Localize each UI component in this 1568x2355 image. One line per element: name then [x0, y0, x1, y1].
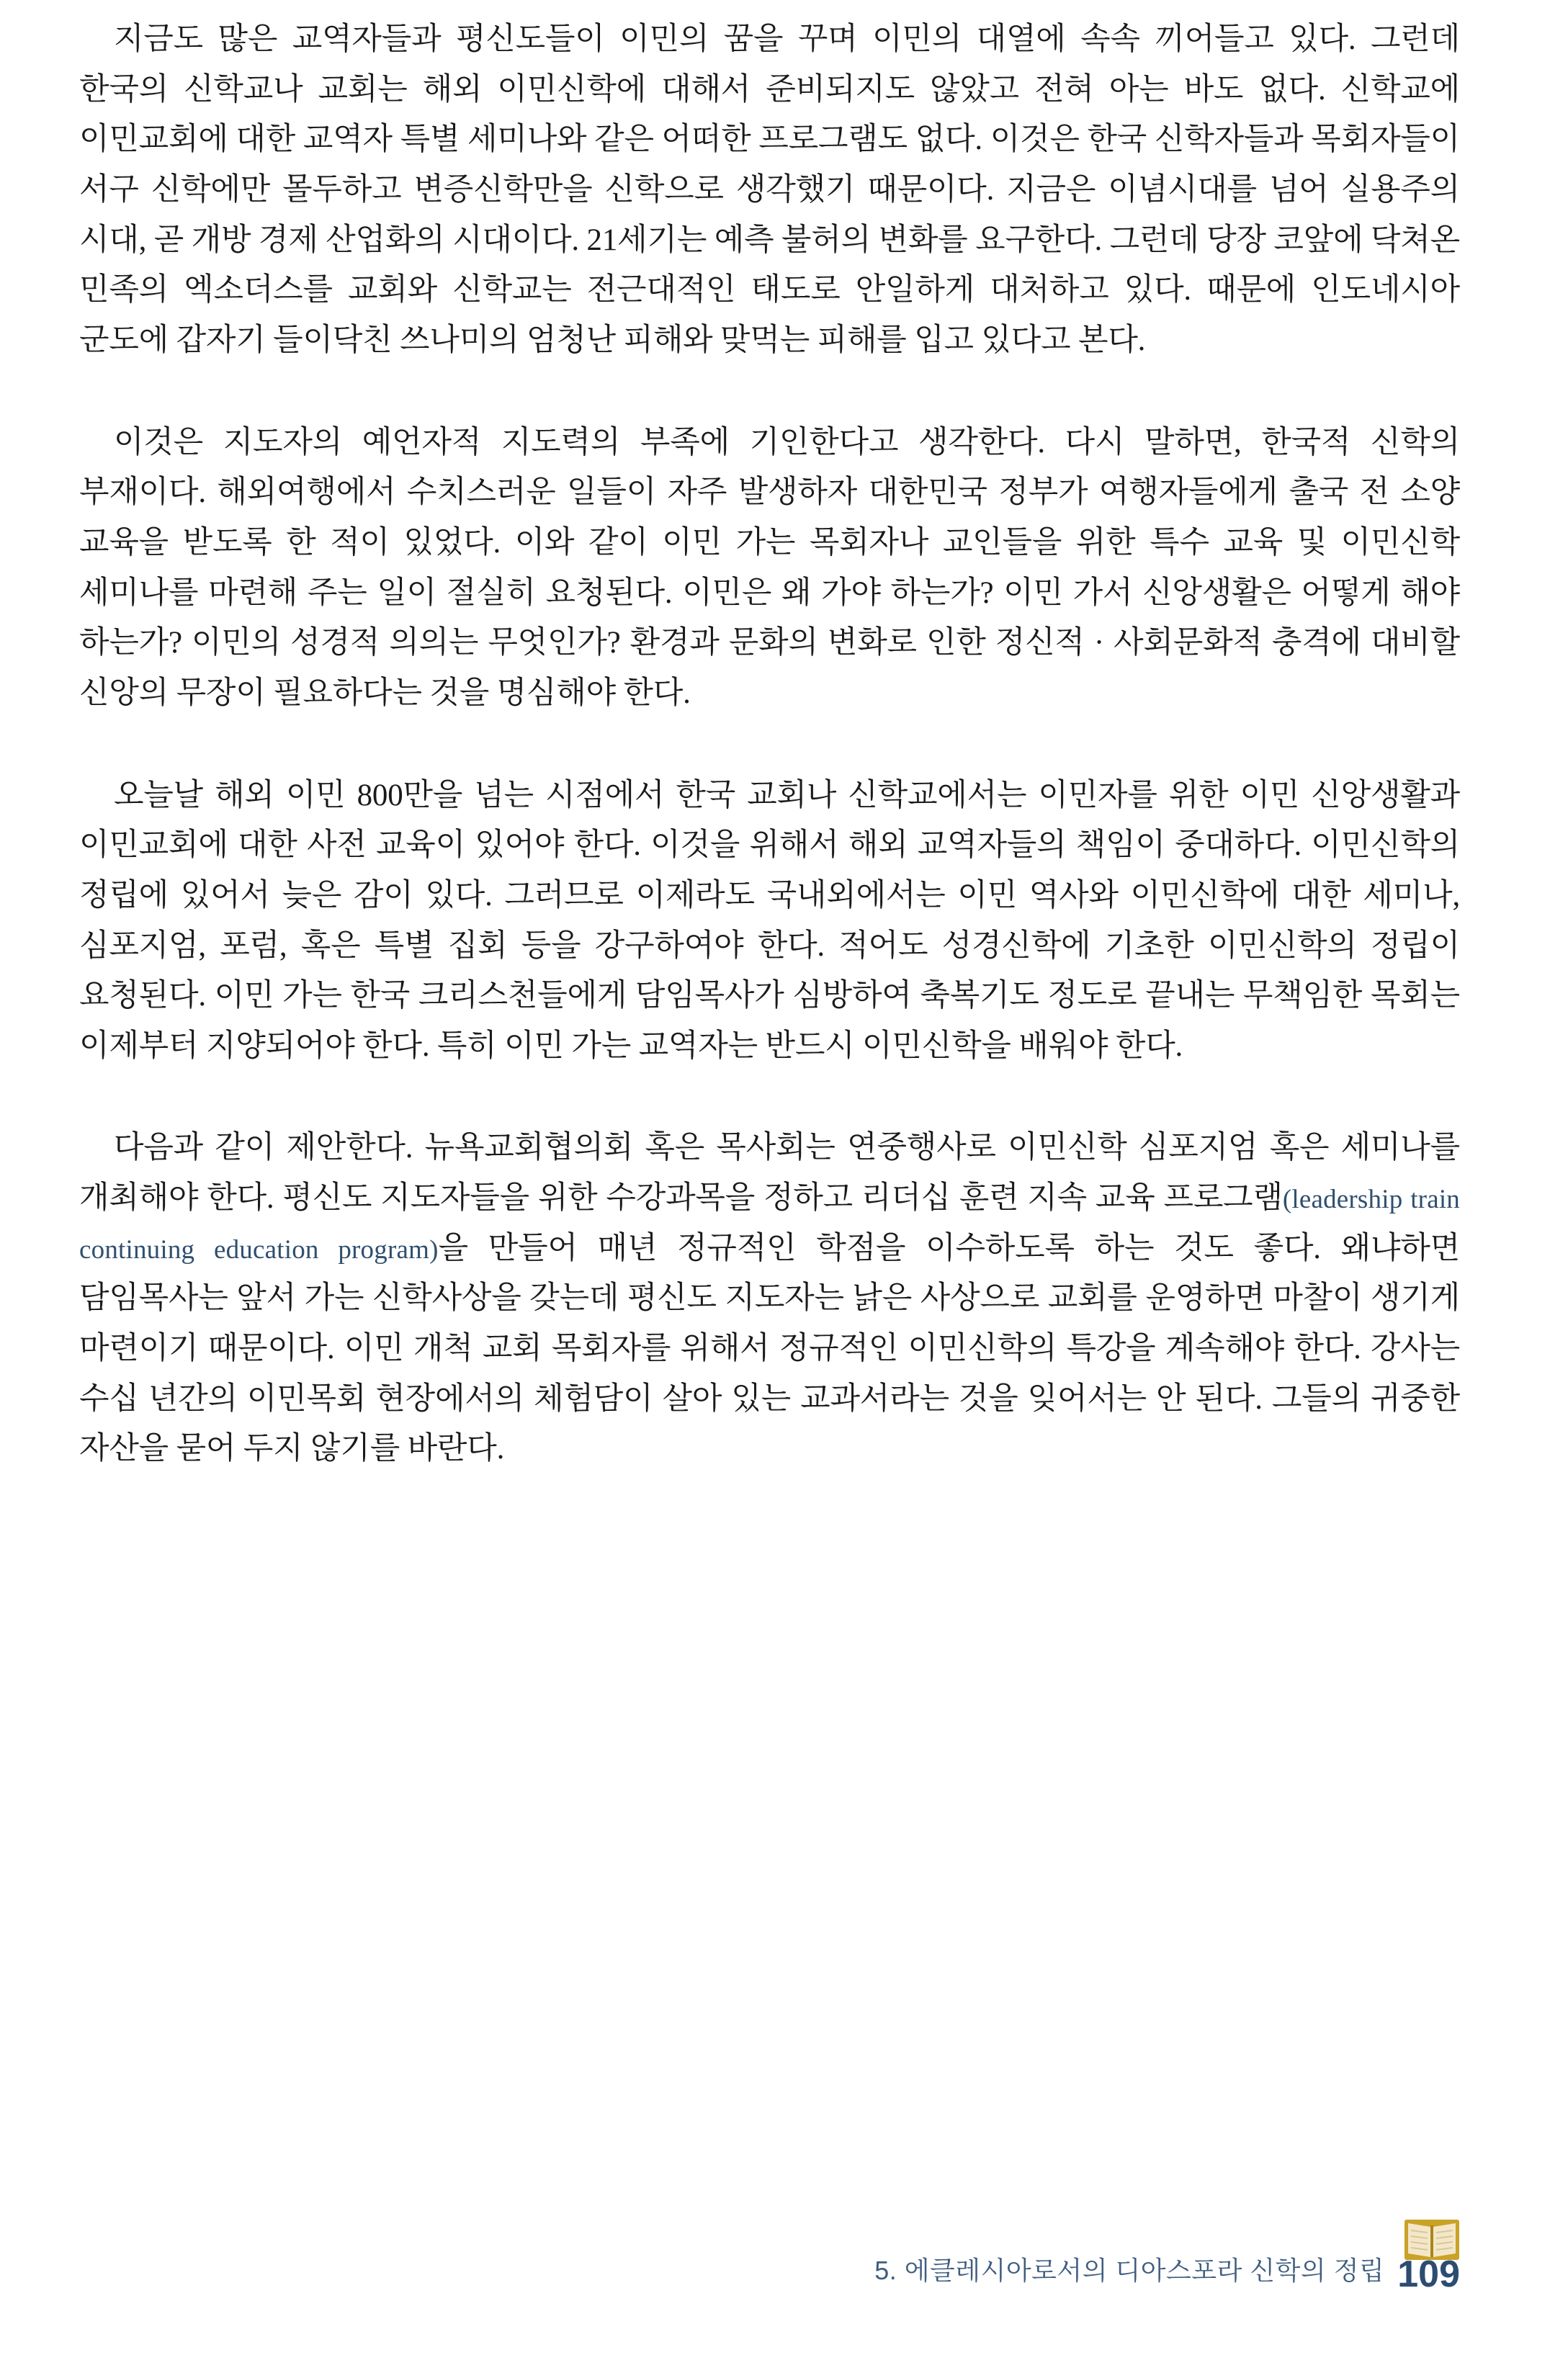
page-number: 109	[1397, 2253, 1460, 2295]
page-footer	[0, 2228, 1568, 2293]
paragraph-4	[79, 1123, 1460, 1474]
footer-chapter-title: 5. 에클레시아로서의 디아스포라 신학의 정립	[874, 2256, 1385, 2285]
paragraph-1	[79, 14, 1460, 366]
paragraph-4-text-part2: 을 만들어 매년 정규적인 학점을 이수하도록 하는 것도 좋다. 왜냐하면 담임목사는 앞서 가는 신학사상을 갖는데 평신도 지도자는 낡은 사상으로 교회를 운영하면 마찰이 생기게 마련이기 때문이다. 이민 개척 교회 목회자를 위해서 정규적인 이민신학의 특강을 계속해야 한다. 강사는 수십 년간의 이민목회 현장에서의 체험담이 살아 있는 교과서라는 것을 잊어서는 안 된다. 그들의 귀중한 자산을 묻어 두지 않기를 바란다.	[79, 1231, 1461, 1466]
paragraph-2	[79, 418, 1460, 719]
paragraph-3	[79, 771, 1460, 1072]
footer-inner	[874, 2251, 1460, 2293]
paragraph-3-text: 오늘날 해외 이민 800만을 넘는 시점에서 한국 교회나 신학교에서는 이민자를 위한 이민 신앙생활과 이민교회에 대한 사전 교육이 있어야 한다. 이것을 위해서 해외 교역자들의 책임이 중대하다. 이민신학의 정립에 있어서 늦은 감이 있다. 그러므로 이제라도 국내외에서는 이민 역사와 이민신학에 대한 세미나, 심포지엄, 포럼, 혹은 특별 집회 등을 강구하여야 한다. 적어도 성경신학에 기초한 이민신학의 정립이 요청된다. 이민 가는 한국 크리스천들에게 담임목사가 심방하여 축복기도 정도로 끝내는 무책임한 목회는 이제부터 지양되어야 한다. 특히 이민 가는 교역자는 반드시 이민신학을 배워야 한다.	[79, 778, 1460, 1063]
page-body	[79, 14, 1460, 1474]
paragraph-1-text: 지금도 많은 교역자들과 평신도들이 이민의 꿈을 꾸며 이민의 대열에 속속 끼어들고 있다. 그런데 한국의 신학교나 교회는 해외 이민신학에 대해서 준비되지도 않았고 전혀 아는 바도 없다. 신학교에 이민교회에 대한 교역자 특별 세미나와 같은 어떠한 프로그램도 없다. 이것은 한국 신학자들과 목회자들이 서구 신학에만 몰두하고 변증신학만을 신학으로 생각했기 때문이다. 지금은 이념시대를 넘어 실용주의 시대, 곧 개방 경제 산업화의 시대이다. 21세기는 예측 불허의 변화를 요구한다. 그런데 당장 코앞에 닥쳐온 민족의 엑소더스를 교회와 신학교는 전근대적인 태도로 안일하게 대처하고 있다. 때문에 인도네시아 군도에 갑자기 들이닥친 쓰나미의 엄청난 피해와 맞먹는 피해를 입고 있다고 본다.	[79, 22, 1460, 357]
paragraph-2-text: 이것은 지도자의 예언자적 지도력의 부족에 기인한다고 생각한다. 다시 말하면, 한국적 신학의 부재이다. 해외여행에서 수치스러운 일들이 자주 발생하자 대한민국 정부가 여행자들에게 출국 전 소양 교육을 받도록 한 적이 있었다. 이와 같이 이민 가는 목회자나 교인들을 위한 특수 교육 및 이민신학 세미나를 마련해 주는 일이 절실히 요청된다. 이민은 왜 가야 하는가? 이민 가서 신앙생활은 어떻게 해야 하는가? 이민의 성경적 의의는 무엇인가? 환경과 문화의 변화로 인한 정신적 · 사회문화적 충격에 대비할 신앙의 무장이 필요하다는 것을 명심해야 한다.	[79, 425, 1460, 710]
paragraph-4-text-part1: 다음과 같이 제안한다. 뉴욕교회협의회 혹은 목사회는 연중행사로 이민신학 심포지엄 혹은 세미나를 개최해야 한다. 평신도 지도자들을 위한 수강과목을 정하고 리더십 훈련 지속 교육 프로그램	[79, 1131, 1460, 1216]
latin-term-leadership-program: (leadership train continuing education program)	[79, 1185, 1461, 1265]
